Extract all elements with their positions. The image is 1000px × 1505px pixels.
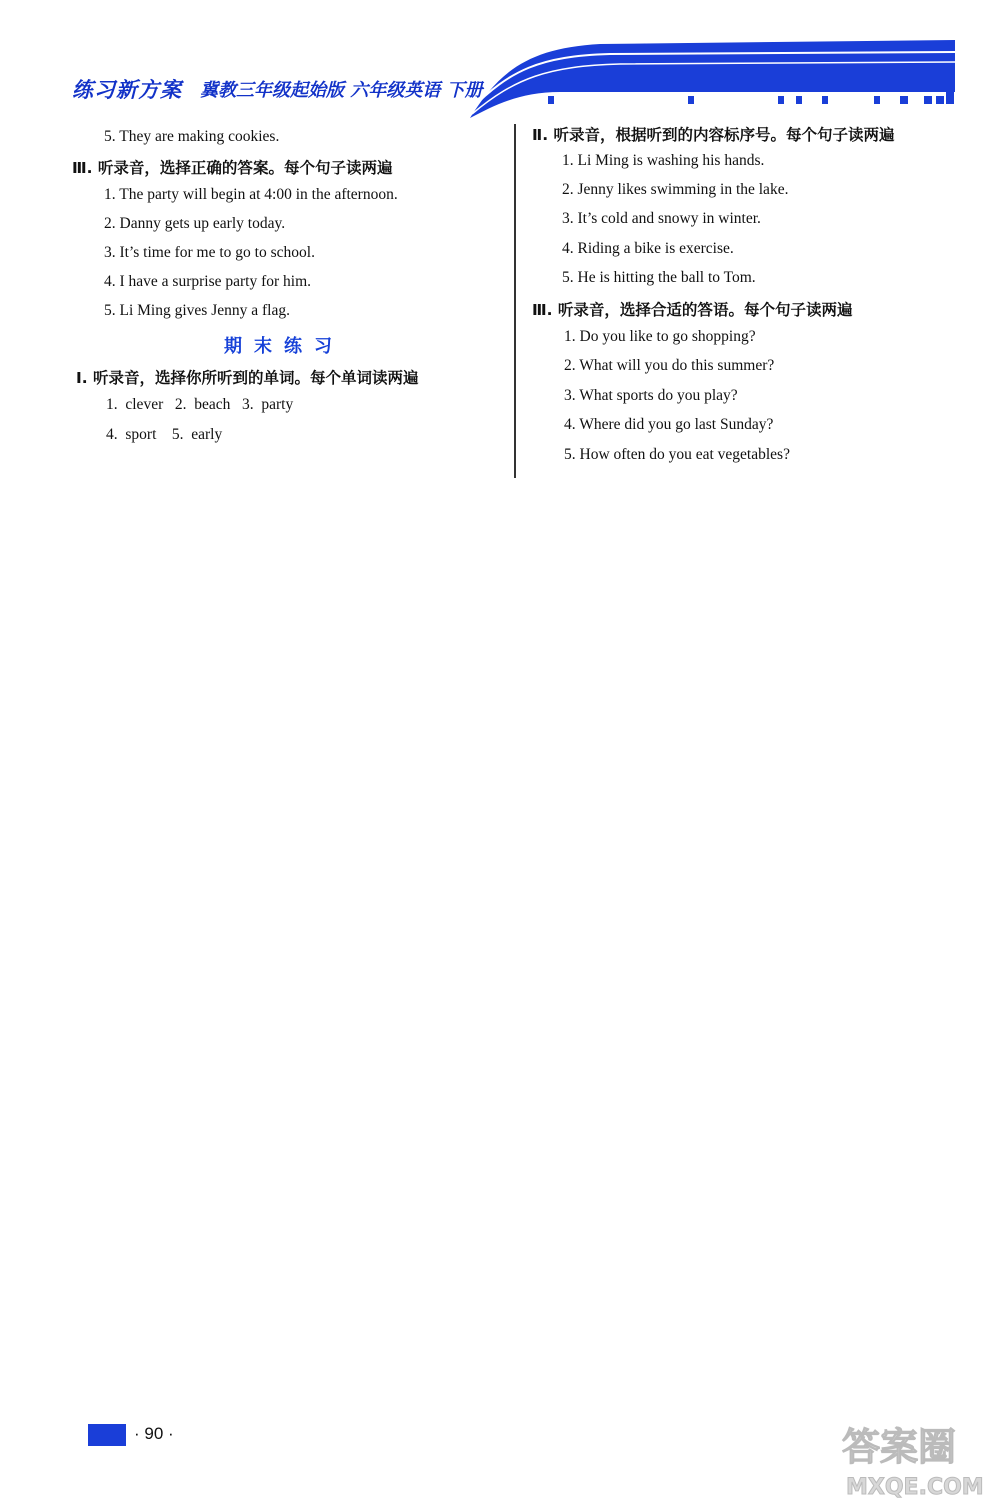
watermark-bottom-text: MXQE.COM <box>846 1475 984 1500</box>
list-item: 3. It’s time for me to go to school. <box>104 244 315 261</box>
watermark-logo <box>838 1420 998 1500</box>
column-divider <box>514 124 516 478</box>
page-header <box>0 0 1000 120</box>
book-title: 练习新方案 <box>72 77 182 102</box>
watermark-top-text: 答案圈 <box>842 1425 957 1469</box>
page-number: · 90 · <box>134 1424 174 1443</box>
list-item: 3. It’s cold and snowy in winter. <box>562 210 761 227</box>
list-item: 4. I have a surprise party for him. <box>104 273 312 290</box>
list-item: 1. clever 2. beach 3. party <box>106 396 294 413</box>
list-item: 2. Danny gets up early today. <box>104 215 286 232</box>
list-item: 3. What sports do you play? <box>564 387 738 404</box>
section-heading: Ⅲ. 听录音，选择正确的答案。每个句子读两遍 <box>72 159 393 177</box>
list-item: 1. The party will begin at 4:00 in the afternoon. <box>104 186 398 203</box>
list-item: 1. Do you like to go shopping? <box>564 328 756 345</box>
book-subtitle: 冀教三年级起始版 六年级英语 下册 <box>200 80 483 101</box>
section-heading: Ⅱ. 听录音，根据听到的内容标序号。每个句子读两遍 <box>532 126 895 144</box>
list-item: 1. Li Ming is washing his hands. <box>562 152 765 169</box>
list-item: 4. sport 5. early <box>106 426 223 443</box>
list-item: 5. He is hitting the ball to Tom. <box>562 269 756 286</box>
final-practice-title: 期末练习 <box>224 336 344 357</box>
list-item: 2. What will you do this summer? <box>564 357 775 374</box>
list-item: 5. They are making cookies. <box>104 128 280 145</box>
list-item: 2. Jenny likes swimming in the lake. <box>562 181 789 198</box>
list-item: 5. Li Ming gives Jenny a flag. <box>104 302 290 319</box>
section-heading: Ⅲ. 听录音，选择合适的答语。每个句子读两遍 <box>532 301 853 319</box>
section-heading: Ⅰ. 听录音，选择你所听到的单词。每个单词读两遍 <box>76 369 419 387</box>
page-number-marker <box>88 1424 126 1446</box>
list-item: 5. How often do you eat vegetables? <box>564 446 790 463</box>
list-item: 4. Where did you go last Sunday? <box>564 416 774 433</box>
list-item: 4. Riding a bike is exercise. <box>562 240 734 257</box>
